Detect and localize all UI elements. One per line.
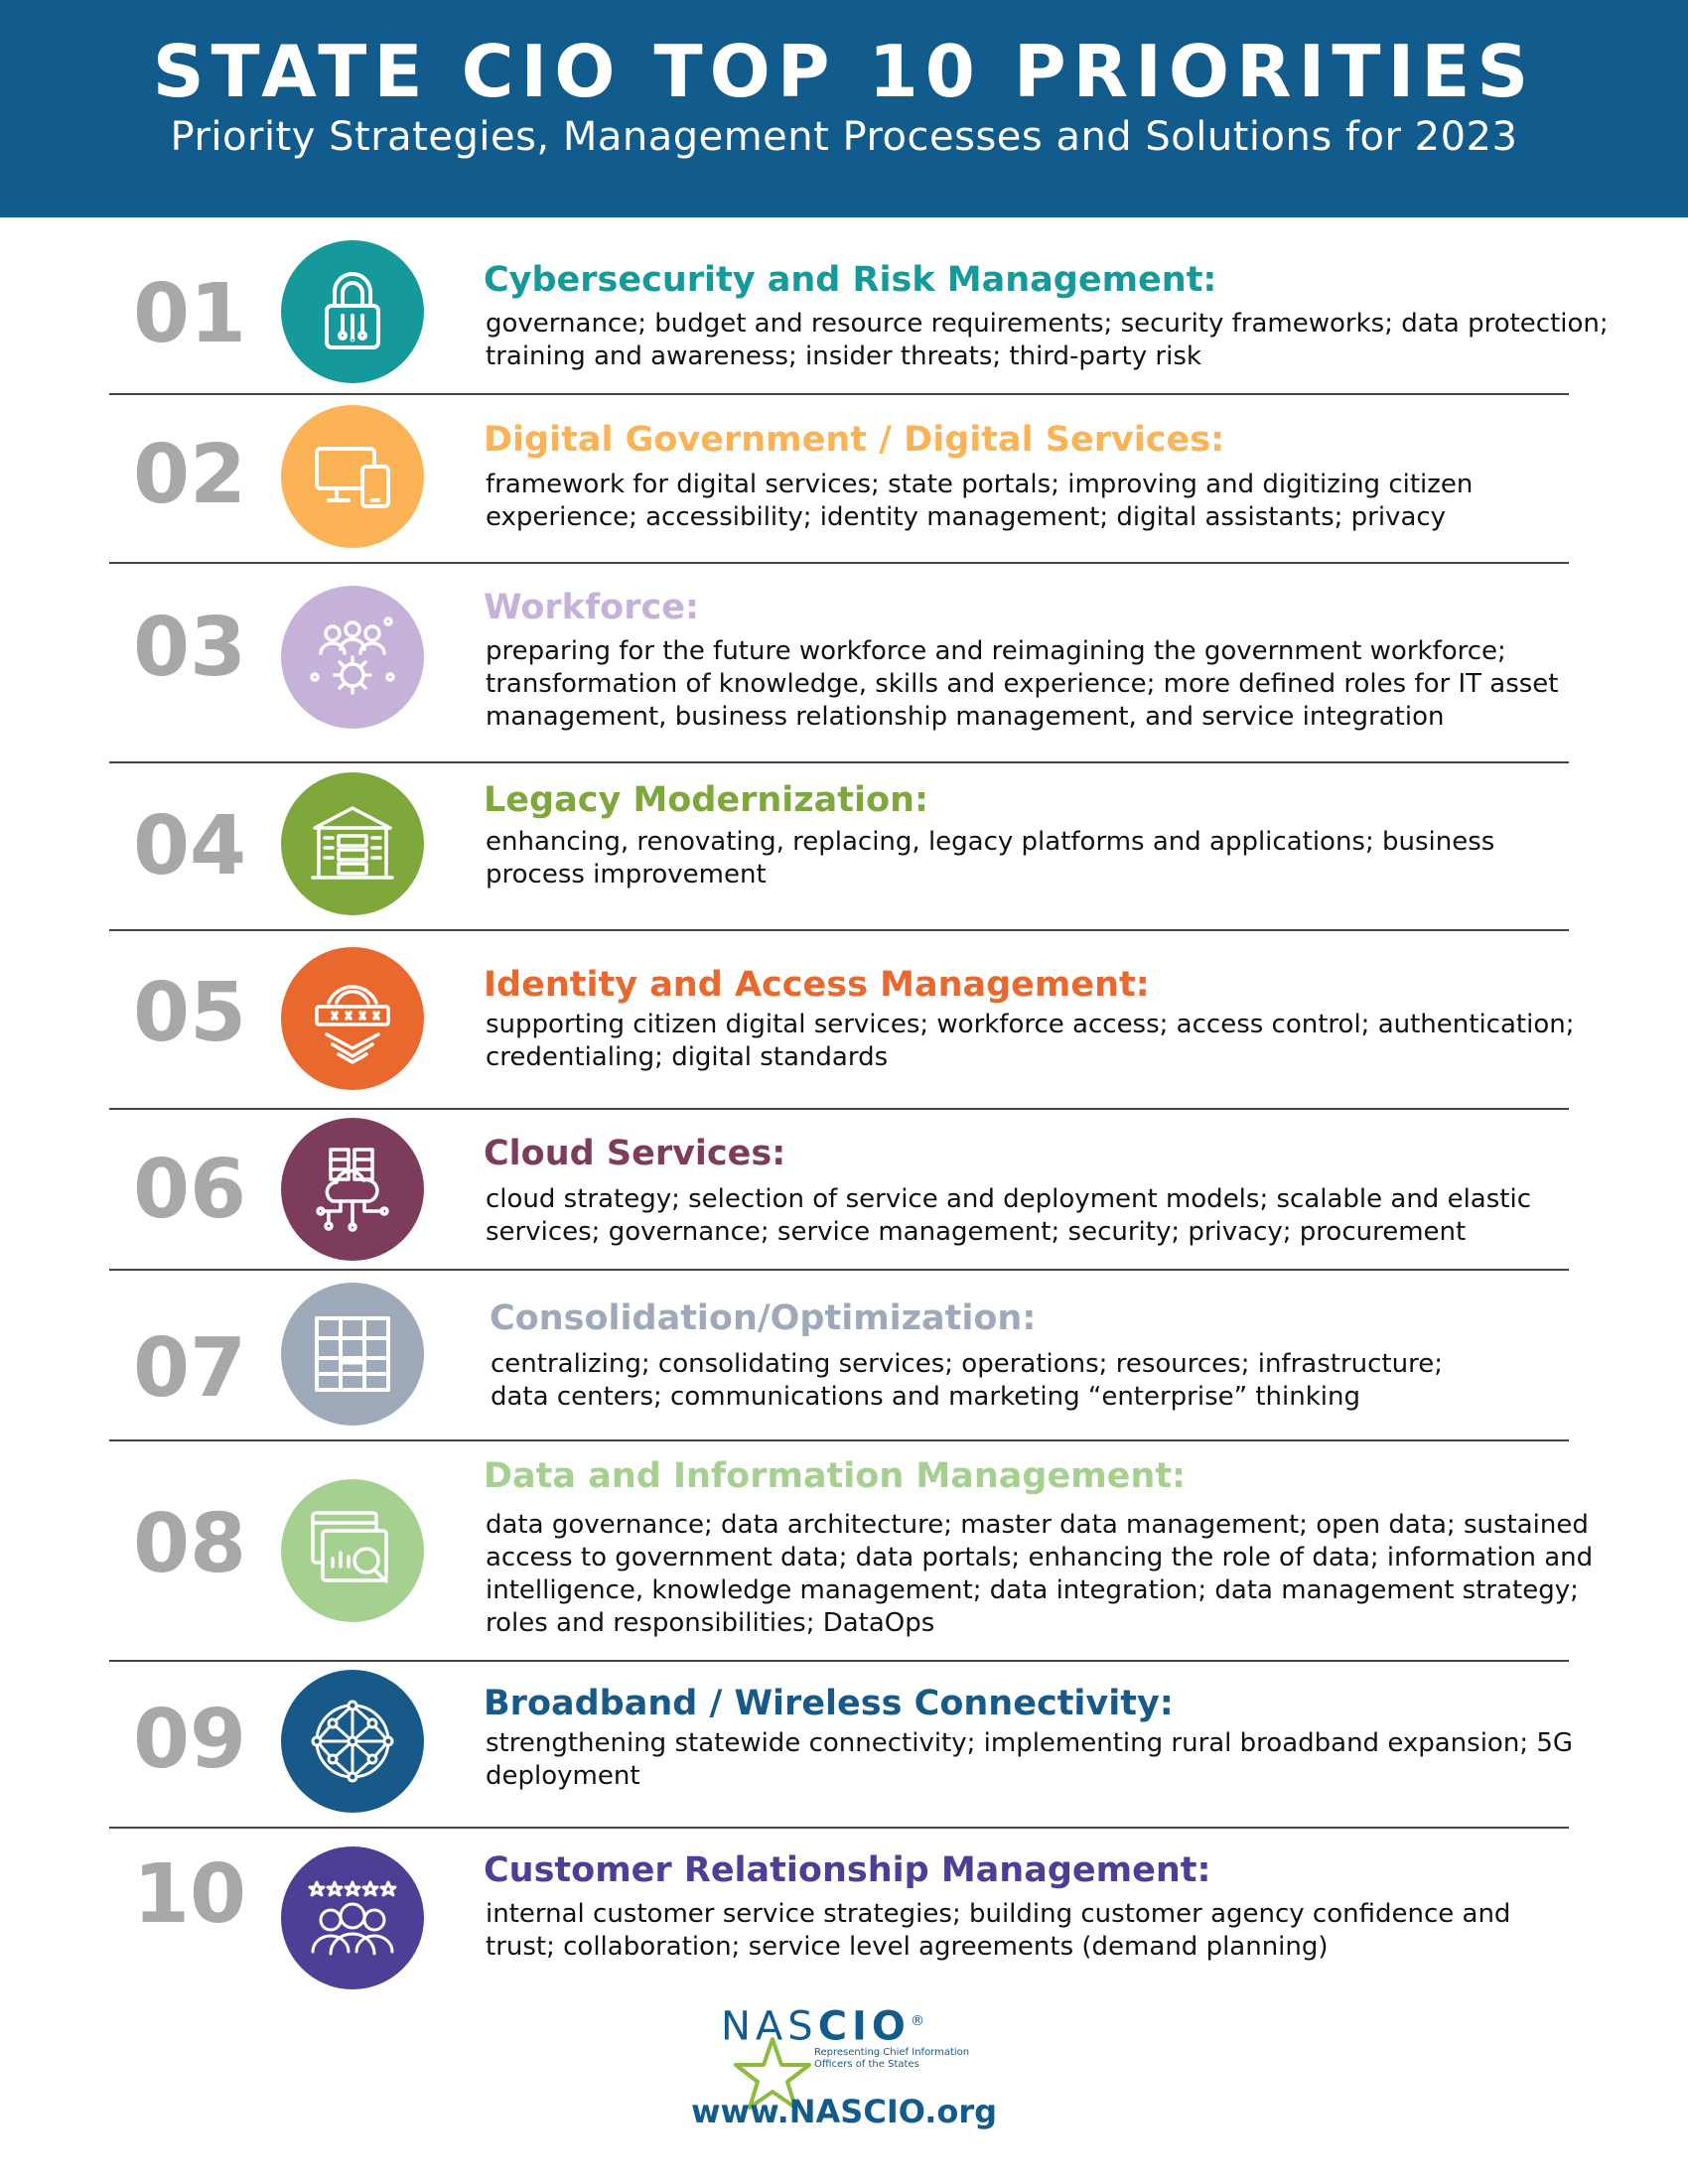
logo-wordmark: NASCIO® bbox=[721, 2003, 929, 2050]
logo-tagline: Representing Chief Information Officers of the States bbox=[814, 2047, 970, 2070]
priority-number: 10 bbox=[133, 1847, 247, 1942]
priority-heading: Digital Government / Digital Services: bbox=[484, 420, 1225, 460]
page-title: STATE CIO TOP 10 PRIORITIES bbox=[152, 30, 1536, 113]
priority-number: 08 bbox=[133, 1497, 247, 1591]
priority-heading: Customer Relationship Management: bbox=[484, 1850, 1211, 1890]
building-servers-icon bbox=[281, 772, 424, 915]
divider bbox=[109, 1827, 1569, 1829]
network-globe-icon bbox=[281, 1670, 424, 1813]
priority-description: framework for digital services; state portals; improving and digitizing citizen experience; accessibility; identity management; digital assistants; privacy bbox=[486, 470, 1474, 532]
priority-description: centralizing; consolidating services; operations; resources; infrastructure; data centers; communications and marketing “enterprise” thinking bbox=[491, 1349, 1443, 1412]
priority-description: governance; budget and resource requirements; security frameworks; data protection; training and awareness; insider threats; third-party risk bbox=[486, 309, 1609, 371]
priority-description: supporting citizen digital services; workforce access; access control; authentication; credentialing; digital standards bbox=[486, 1010, 1575, 1072]
priority-heading: Workforce: bbox=[484, 588, 699, 627]
priority-description: internal customer service strategies; building customer agency confidence and trust; collaboration; service level agreements (demand planning) bbox=[486, 1899, 1511, 1962]
priority-heading: Broadband / Wireless Connectivity: bbox=[484, 1684, 1174, 1723]
priority-description: cloud strategy; selection of service and deployment models; scalable and elastic services; governance; service management; security; privacy; procurement bbox=[486, 1184, 1531, 1247]
priority-number: 05 bbox=[133, 966, 247, 1060]
priority-description: enhancing, renovating, replacing, legacy platforms and applications; business process improvement bbox=[486, 827, 1495, 889]
divider bbox=[109, 562, 1569, 564]
divider bbox=[109, 1439, 1569, 1441]
divider bbox=[109, 1660, 1569, 1662]
divider bbox=[109, 1269, 1569, 1271]
priority-number: 09 bbox=[133, 1693, 247, 1787]
divider bbox=[109, 393, 1569, 395]
priority-description: strengthening statewide connectivity; implementing rural broadband expansion; 5G deployment bbox=[486, 1728, 1574, 1791]
priority-description: data governance; data architecture; master data management; open data; sustained access to government data; data portals; enhancing the role of data; information and intelligence, knowledge management; data integration; data management strategy; roles and responsibilities; DataOps bbox=[486, 1510, 1594, 1638]
priority-number: 04 bbox=[133, 799, 247, 893]
priority-number: 03 bbox=[133, 601, 247, 695]
priority-heading: Cybersecurity and Risk Management: bbox=[484, 260, 1217, 300]
divider bbox=[109, 761, 1569, 763]
grid-blocks-icon bbox=[281, 1283, 424, 1426]
fingerprint-password-icon bbox=[281, 947, 424, 1090]
devices-icon bbox=[281, 405, 424, 548]
priority-description: preparing for the future workforce and reimagining the government workforce; transformation of knowledge, skills and experience; more defined roles for IT asset management, business relationship management, and service integration bbox=[486, 636, 1559, 732]
priority-number: 07 bbox=[133, 1321, 247, 1416]
divider bbox=[109, 1108, 1569, 1110]
priority-number: 02 bbox=[133, 428, 247, 522]
priority-heading: Data and Information Management: bbox=[484, 1456, 1187, 1496]
divider bbox=[109, 929, 1569, 931]
priority-heading: Consolidation/Optimization: bbox=[490, 1298, 1037, 1338]
priority-number: 01 bbox=[133, 267, 247, 361]
footer-website-link[interactable]: www.NASCIO.org bbox=[690, 2093, 998, 2130]
priority-heading: Cloud Services: bbox=[484, 1134, 786, 1173]
priority-number: 06 bbox=[133, 1143, 247, 1237]
padlock-circuit-icon bbox=[281, 240, 424, 383]
page-header bbox=[0, 0, 1688, 217]
page-subtitle: Priority Strategies, Management Processes and Solutions for 2023 bbox=[170, 114, 1518, 160]
data-analysis-icon bbox=[281, 1479, 424, 1622]
customers-rating-icon bbox=[281, 1846, 424, 1989]
cloud-servers-icon bbox=[281, 1118, 424, 1261]
priority-heading: Legacy Modernization: bbox=[484, 780, 928, 820]
priority-heading: Identity and Access Management: bbox=[484, 965, 1150, 1005]
team-gear-icon bbox=[281, 586, 424, 729]
